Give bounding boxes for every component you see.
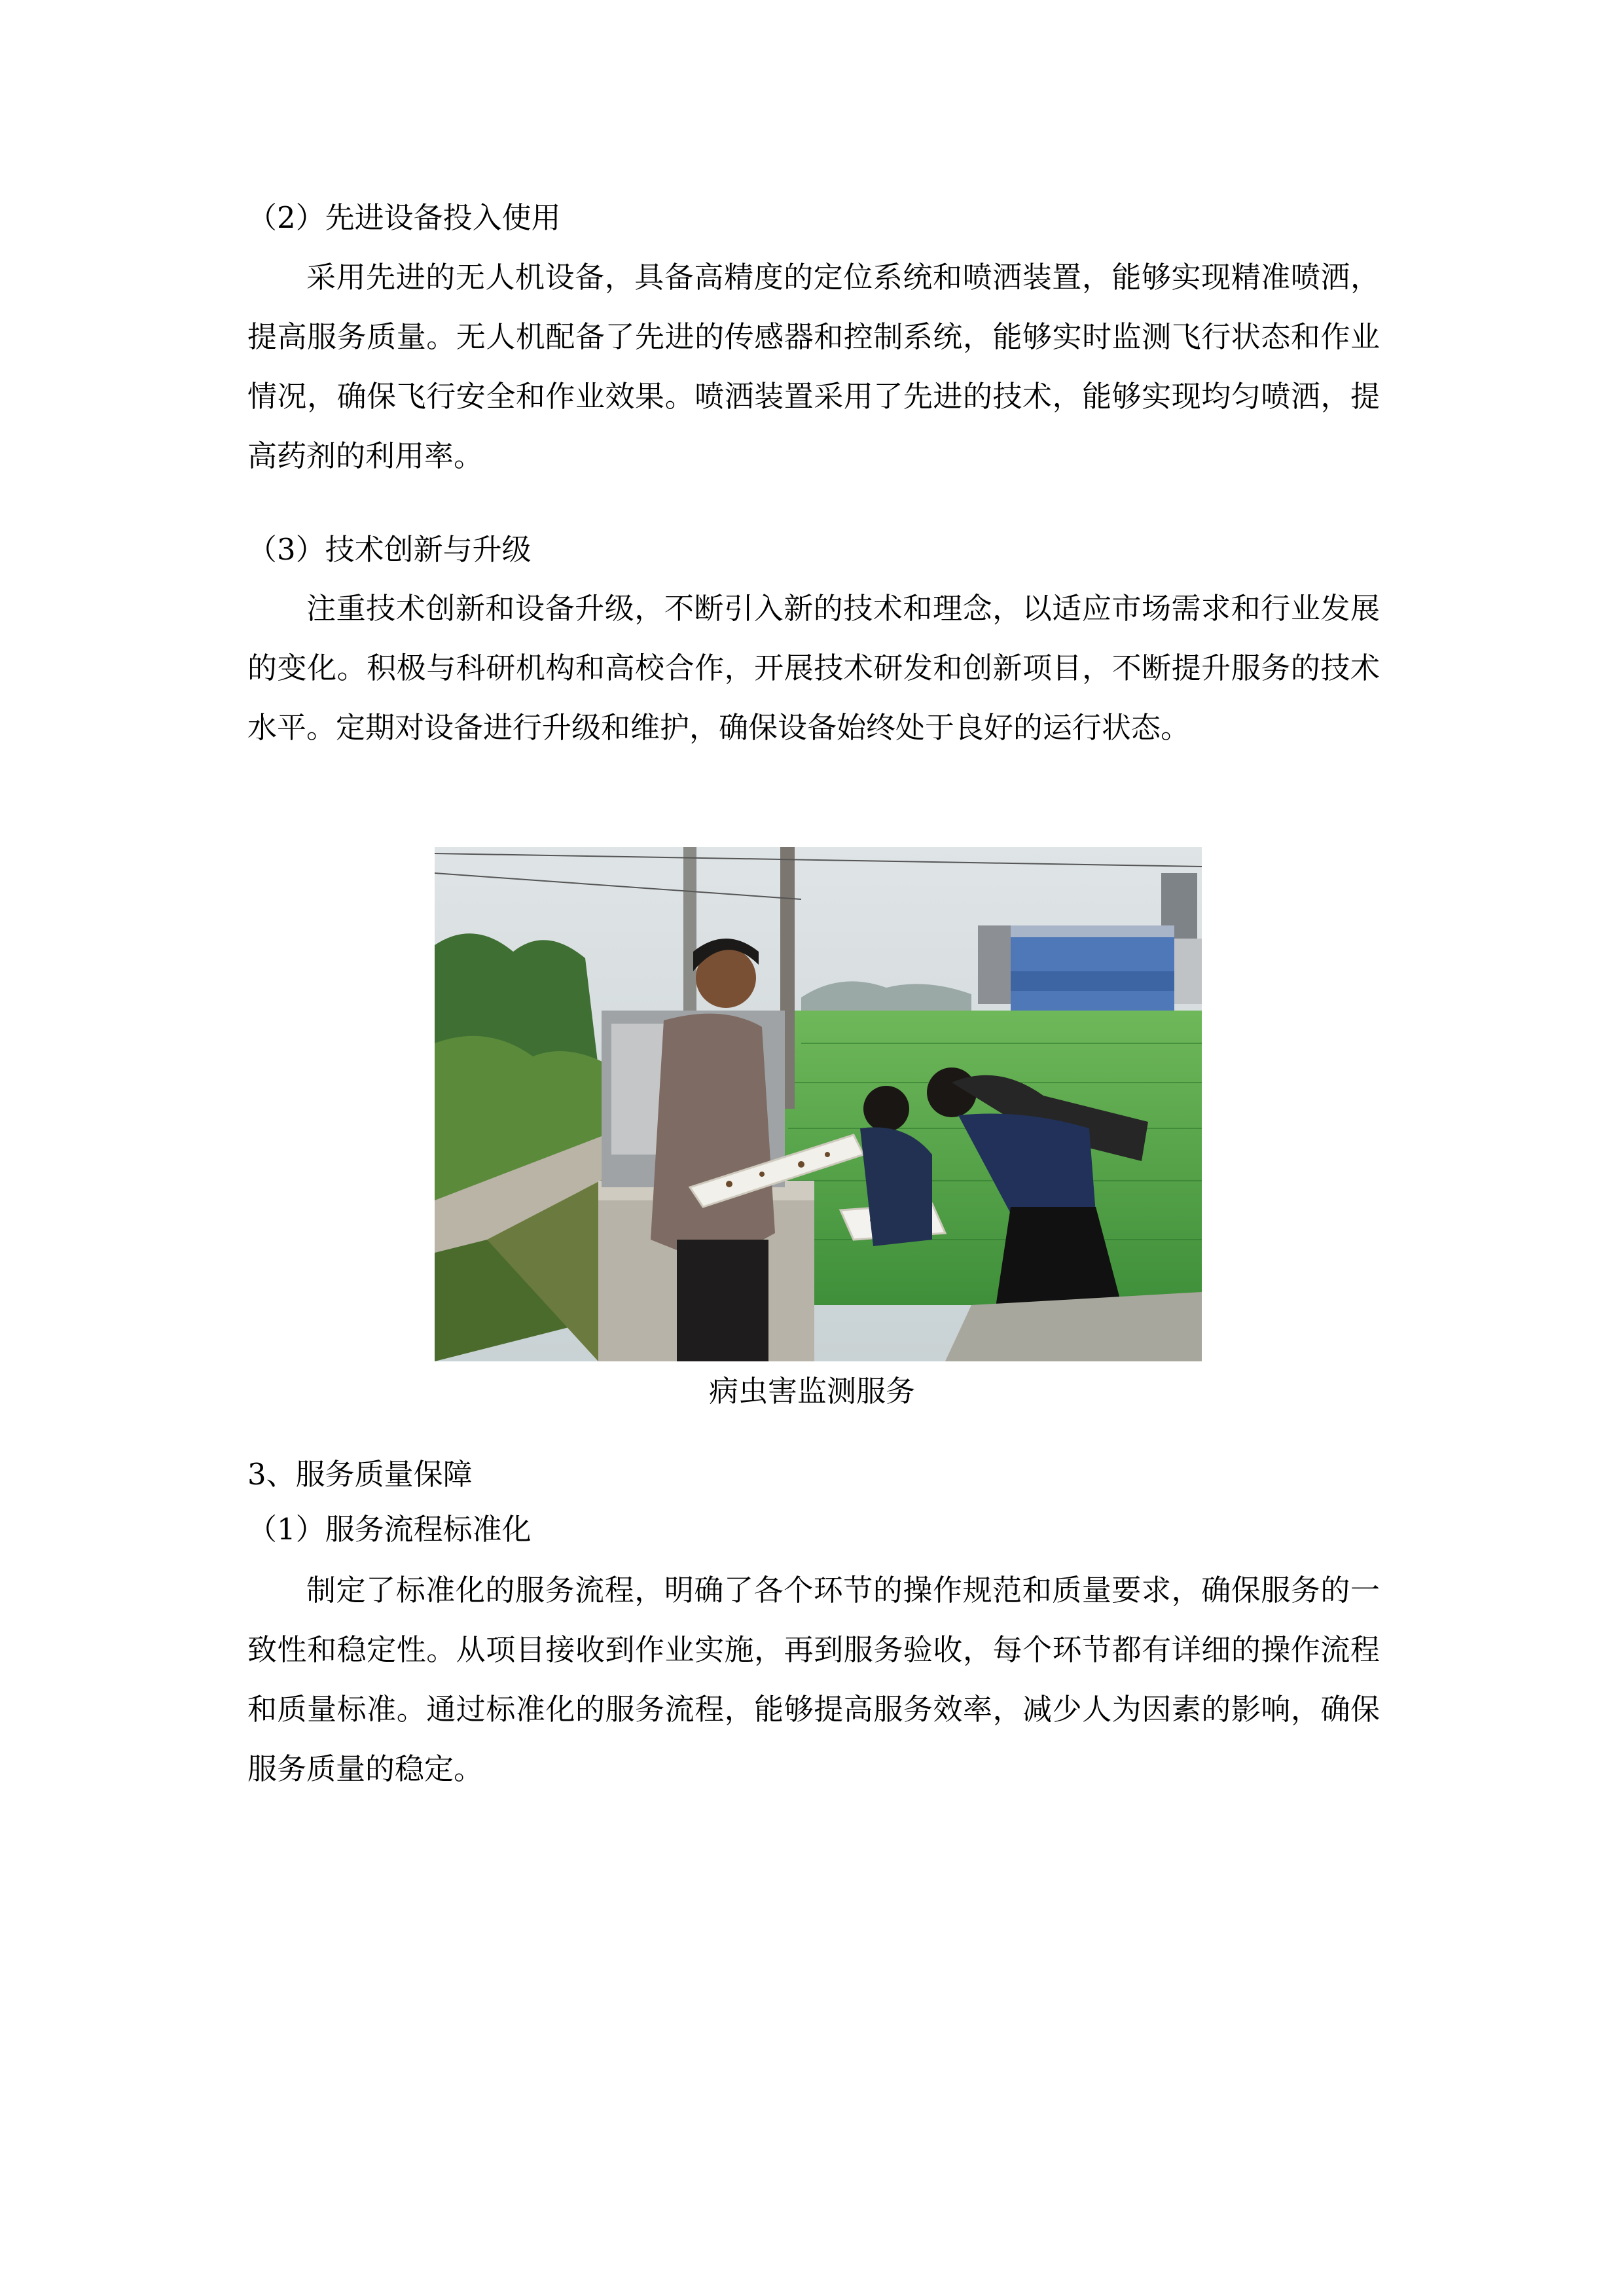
section-heading-process-standardization: （1）服务流程标准化 — [247, 1512, 532, 1547]
paragraph-equipment: 采用先进的无人机设备，具备高精度的定位系统和喷洒装置，能够实现精准喷洒，提高服务质量。无人机配备了先进的传感器和控制系统，能够实时监测飞行状态和作业情况，确保飞行安全和作业效果。喷洒装置采用了先进的技术，能够实现均匀喷洒，提高药剂的利用率。 — [247, 260, 1380, 473]
paragraph-innovation: 注重技术创新和设备升级，不断引入新的技术和理念，以适应市场需求和行业发展的变化。积极与科研机构和高校合作，开展技术研发和创新项目，不断提升服务的技术水平。定期对设备进行升级和维护，确保设备始终处于良好的运行状态。 — [247, 591, 1380, 745]
section-heading-quality-assurance: 3、服务质量保障 — [247, 1457, 473, 1492]
section-heading-equipment: （2）先进设备投入使用 — [247, 200, 561, 235]
section-heading-innovation: （3）技术创新与升级 — [247, 532, 532, 567]
paragraph-process-standardization: 制定了标准化的服务流程，明确了各个环节的操作规范和质量要求，确保服务的一致性和稳定性。从项目接收到作业实施，再到服务验收，每个环节都有详细的操作流程和质量标准。通过标准化的服务流程，能够提高服务效率，减少人为因素的影响，确保服务质量的稳定。 — [247, 1573, 1380, 1786]
figure-caption: 病虫害监测服务 — [708, 1374, 915, 1408]
pest-monitoring-photo — [435, 847, 1202, 1361]
